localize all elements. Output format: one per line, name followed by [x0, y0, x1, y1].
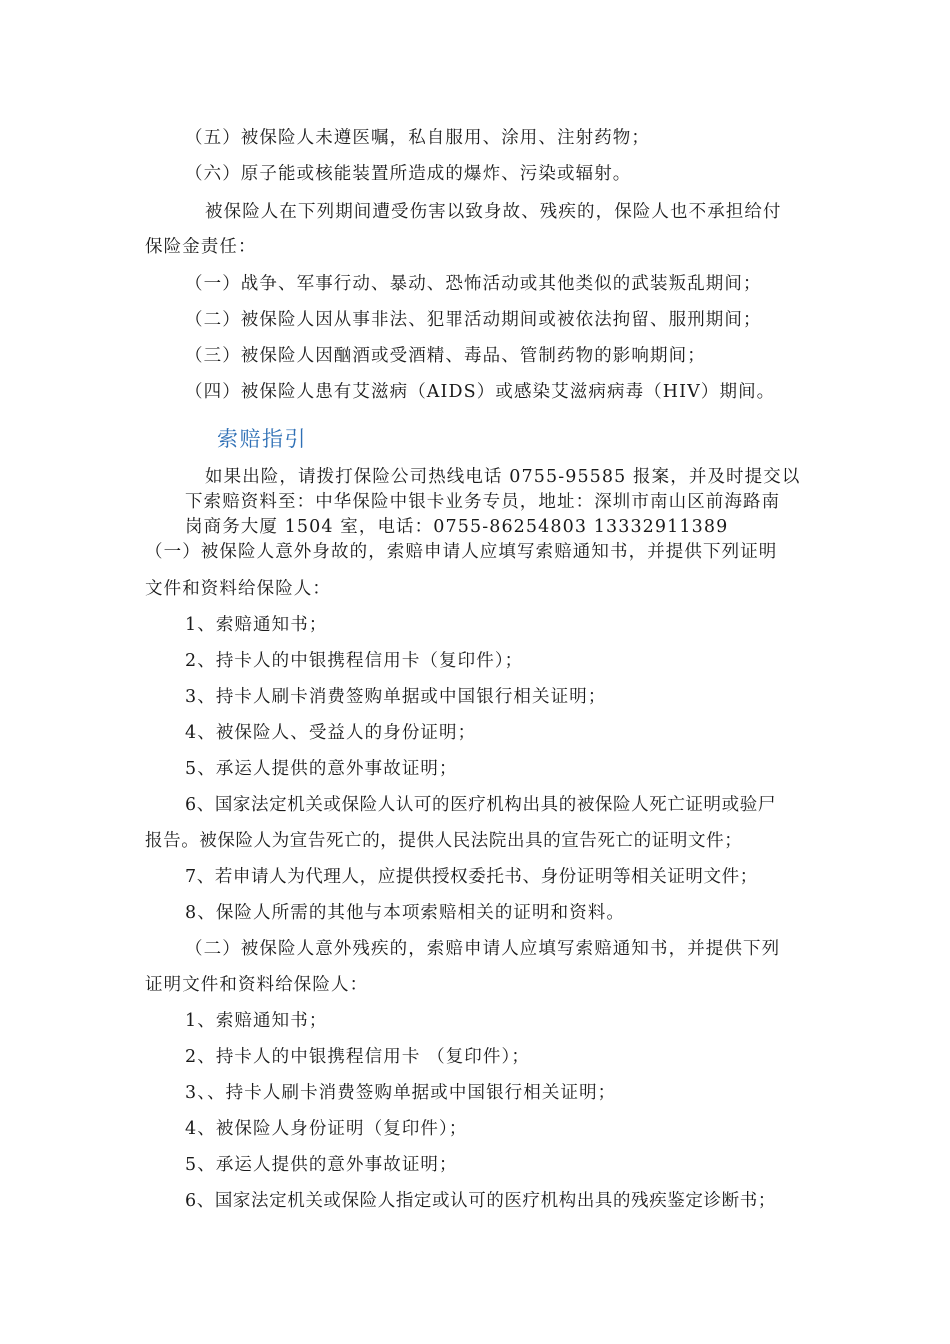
period-intro-line-1: 被保险人在下列期间遭受伤害以致身故、残疾的，保险人也不承担给付	[205, 202, 782, 222]
death-item-7: 7、若申请人为代理人，应提供授权委托书、身份证明等相关证明文件；	[185, 867, 758, 887]
death-item-4: 4、被保险人、受益人的身份证明；	[185, 723, 477, 743]
period-intro-line-2: 保险金责任：	[145, 237, 257, 257]
claims-heading: 索赔指引	[217, 427, 307, 451]
disability-item-5: 5、承运人提供的意外事故证明；	[185, 1155, 458, 1175]
death-item-6-line-2: 报告。被保险人为宣告死亡的，提供人民法院出具的宣告死亡的证明文件；	[145, 831, 743, 851]
death-item-8: 8、保险人所需的其他与本项索赔相关的证明和资料。	[185, 903, 626, 923]
period-item-1: （一）战争、军事行动、暴动、恐怖活动或其他类似的武装叛乱期间；	[185, 274, 762, 294]
death-item-5: 5、承运人提供的意外事故证明；	[185, 759, 458, 779]
death-item-2: 2、持卡人的中银携程信用卡（复印件）；	[185, 651, 524, 671]
disability-item-4: 4、被保险人身份证明（复印件）；	[185, 1119, 468, 1139]
claims-intro-line-3: 岗商务大厦 1504 室，电话：0755-86254803 13332911389	[185, 517, 729, 537]
death-item-3: 3、持卡人刷卡消费签购单据或中国银行相关证明；	[185, 687, 607, 707]
disability-item-1: 1、索赔通知书；	[185, 1011, 328, 1031]
exclusion-item-5: （五）被保险人未遵医嘱，私自服用、涂用、注射药物；	[185, 128, 650, 148]
death-intro-line-1: （一）被保险人意外身故的，索赔申请人应填写索赔通知书，并提供下列证明	[145, 542, 778, 562]
period-item-2: （二）被保险人因从事非法、犯罪活动期间或被依法拘留、服刑期间；	[185, 310, 762, 330]
claims-intro-line-2: 下索赔资料至：中华保险中银卡业务专员，地址：深圳市南山区前海路南	[185, 492, 781, 512]
death-item-1: 1、索赔通知书；	[185, 615, 328, 635]
death-item-6-line-1: 6、国家法定机关或保险人认可的医疗机构出具的被保险人死亡证明或验尸	[185, 795, 776, 815]
disability-item-2: 2、持卡人的中银携程信用卡 （复印件）；	[185, 1047, 530, 1067]
period-item-3: （三）被保险人因酗酒或受酒精、毒品、管制药物的影响期间；	[185, 346, 706, 366]
claims-intro-line-1: 如果出险，请拨打保险公司热线电话 0755-95585 报案，并及时提交以	[205, 467, 801, 487]
disability-item-3: 3、、持卡人刷卡消费签购单据或中国银行相关证明；	[185, 1083, 617, 1103]
disability-intro-line-2: 证明文件和资料给保险人：	[145, 975, 369, 995]
disability-intro-line-1: （二）被保险人意外残疾的，索赔申请人应填写索赔通知书，并提供下列	[185, 939, 781, 959]
death-intro-line-2: 文件和资料给保险人：	[145, 579, 331, 599]
exclusion-item-6: （六）原子能或核能装置所造成的爆炸、污染或辐射。	[185, 164, 632, 184]
disability-item-6: 6、国家法定机关或保险人指定或认可的医疗机构出具的残疾鉴定诊断书；	[185, 1191, 776, 1211]
period-item-4: （四）被保险人患有艾滋病（AIDS）或感染艾滋病病毒（HIV）期间。	[185, 382, 776, 402]
